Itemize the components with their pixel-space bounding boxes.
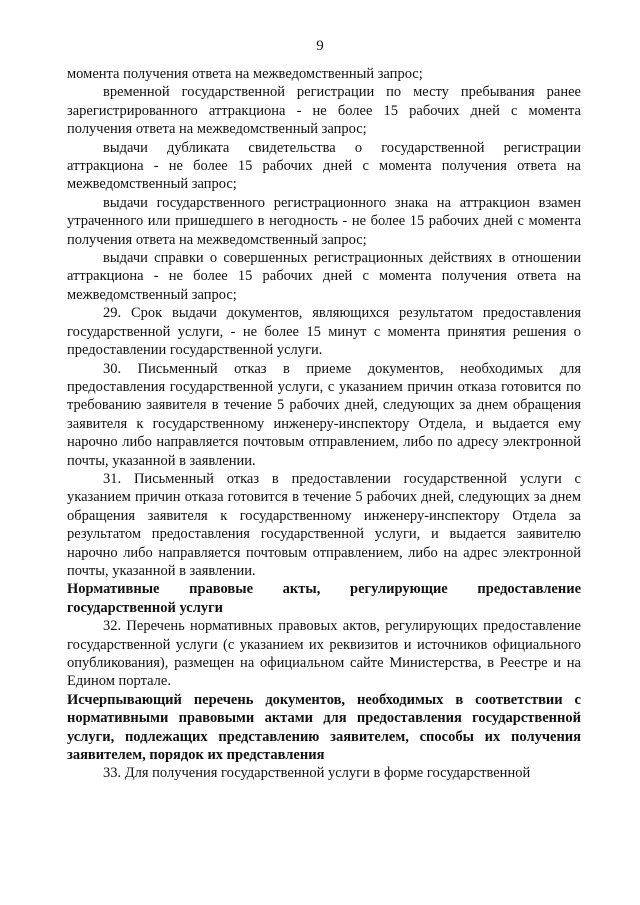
section-heading: Исчерпывающий перечень документов, необходимых в соответствии с нормативными правовыми актами для предоставления государственной услуги, подлежащих представлению заявителем, способы их получения заявителем, порядок их представления [67, 691, 581, 764]
page-number: 9 [316, 38, 324, 54]
paragraph: выдачи государственного регистрационного знака на аттракцион взамен утраченного или пришедшего в негодность - не более 15 рабочих дней с момента получения ответа на межведомственный запрос; [67, 194, 581, 248]
paragraph: 33. Для получения государственной услуги в форме государственной [103, 765, 531, 782]
paragraph: 29. Срок выдачи документов, являющихся результатом предоставления государственной услуги, - не более 15 минут с момента принятия решения о предоставлении государственной услуги. [67, 305, 581, 359]
section-heading: Нормативные правовые акты, регулирующие предоставление государственной услуги [67, 581, 581, 616]
paragraph: временной государственной регистрации по месту пребывания ранее зарегистрированного аттракциона - не более 15 рабочих дней с момента получения ответа на межведомственный запрос; [67, 84, 581, 138]
paragraph: 32. Перечень нормативных правовых актов, регулирующих предоставление государственной услуги (с указанием их реквизитов и источников официального опубликования), размещен на официальном сайте Министерства, в Реестре и на Едином портале. [67, 618, 581, 690]
paragraph: выдачи дубликата свидетельства о государственной регистрации аттракциона - не более 15 рабочих дней с момента получения ответа на межведомственный запрос; [67, 139, 581, 193]
paragraph: 30. Письменный отказ в приеме документов, необходимых для предоставления государственной услуги, с указанием причин отказа готовится по требованию заявителя в течение 5 рабочих дней, следующих за днем обращения заявителя к государственному инженеру-инспектору Отдела, и выдается ему нарочно либо направляется почтовым отправлением, либо по адресу электронной почты, указанной в заявлении. [67, 360, 581, 469]
paragraph: выдачи справки о совершенных регистрационных действиях в отношении аттракциона - не более 15 рабочих дней с момента получения ответа на межведомственный запрос; [67, 250, 581, 303]
document-body [67, 65, 581, 783]
paragraph: 31. Письменный отказ в предоставлении государственной услуги с указанием причин отказа готовится в течение 5 рабочих дней, следующих за днем обращения заявителя к государственному инженеру-инспектору Отдела за результатом предоставления государственной услуги, и выдается заявителю нарочно либо направляется почтовым отправлением, либо на адрес электронной почты, указанной в заявлении. [67, 470, 581, 579]
paragraph: момента получения ответа на межведомственный запрос; [67, 66, 423, 82]
